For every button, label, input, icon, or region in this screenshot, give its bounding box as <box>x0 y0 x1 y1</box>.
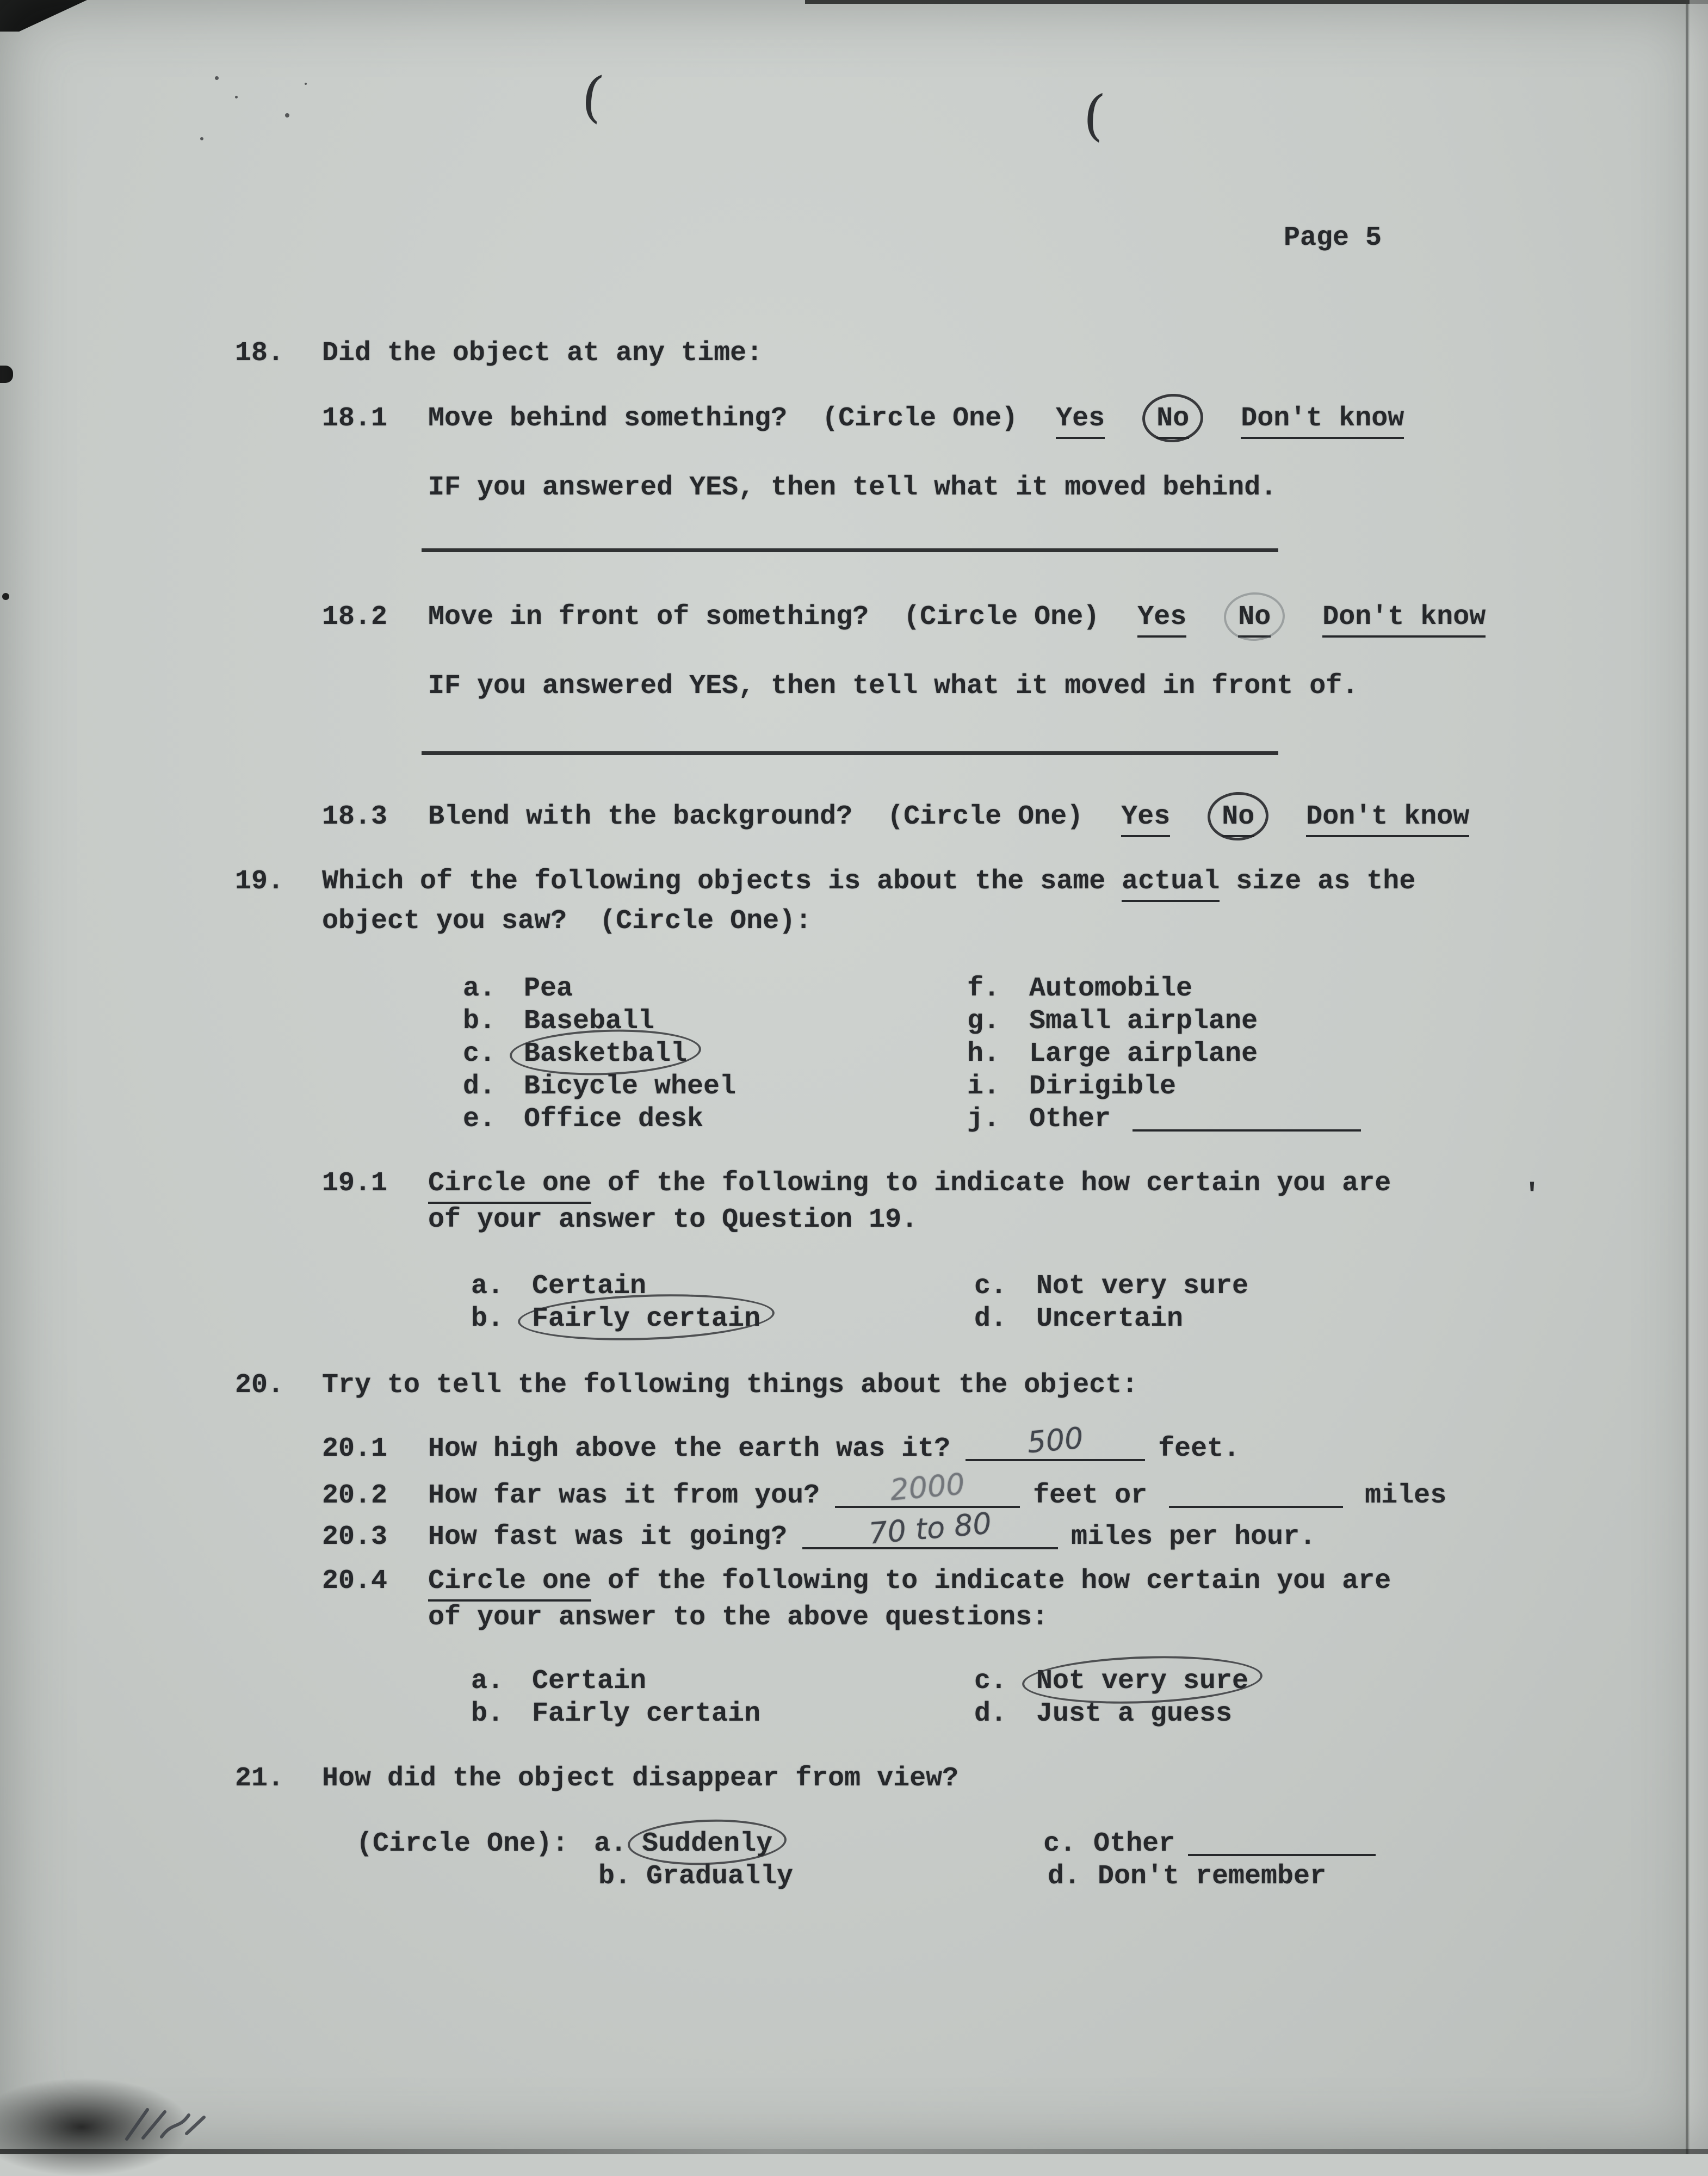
size-option-row <box>463 1005 1708 1038</box>
dust-speck <box>200 137 203 140</box>
circle-one-instruction: (Circle One) <box>903 602 1100 633</box>
followup-instruction <box>428 670 1708 703</box>
sub-question-text: How high above the earth was it? <box>428 1433 951 1464</box>
circle-one-instruction: (Circle One) <box>822 403 1018 434</box>
option-letter: b. <box>471 1303 504 1334</box>
dust-speck <box>235 96 238 98</box>
stray-apostrophe-mark: ' <box>1523 1178 1542 1213</box>
certainty-option-row <box>471 1698 1708 1730</box>
option-label-circled-fairly-certain: Fairly certain <box>532 1303 761 1334</box>
question-text-after: size as the <box>1236 866 1416 897</box>
option-letter: d. <box>463 1071 496 1102</box>
circle-one-instruction: (Circle One) <box>887 801 1084 832</box>
option-letter: d. <box>1048 1861 1081 1892</box>
option-label: Certain <box>532 1666 647 1697</box>
sub-question-number: 18.3 <box>322 801 388 832</box>
question-18-1 <box>322 403 1708 439</box>
question-18-2 <box>322 601 1708 638</box>
option-label: Automobile <box>1029 973 1193 1004</box>
option-label: Large airplane <box>1029 1038 1258 1070</box>
question-number: 20. <box>235 1370 284 1401</box>
sub-question-number: 20.4 <box>322 1566 388 1597</box>
handwriting-squiggle-bottom-left <box>122 2105 286 2153</box>
question-text: of your answer to the above questions: <box>428 1602 1049 1633</box>
option-wrap <box>524 1038 967 1071</box>
question-text: Try to tell the following things about the object: <box>322 1370 1138 1401</box>
option-dont-know: Don't know <box>1241 403 1404 439</box>
question-text: How did the object disappear from view? <box>322 1763 959 1794</box>
certainty-option-row <box>471 1665 1708 1698</box>
option-letter: a. <box>471 1271 504 1302</box>
sub-question-number: 18.1 <box>322 403 388 434</box>
question-number: 19. <box>235 866 284 897</box>
option-label: Small airplane <box>1029 1006 1258 1037</box>
question-21 <box>235 1763 1708 1795</box>
option-wrap <box>524 1071 967 1103</box>
option-label-circled-suddenly: Suddenly <box>642 1828 773 1859</box>
followup-instruction <box>428 472 1708 504</box>
option-letter: e. <box>463 1104 496 1135</box>
dust-speck <box>215 76 219 80</box>
underlined-word-actual: actual <box>1122 866 1220 902</box>
option-wrap <box>524 1103 967 1136</box>
unit-suffix: miles <box>1365 1480 1447 1511</box>
sub-question-text: Blend with the background? <box>428 801 853 832</box>
question-19-1 <box>322 1167 1708 1204</box>
question-20-3 <box>322 1506 1708 1554</box>
size-options-list <box>463 973 1708 1136</box>
option-letter: b. <box>598 1861 632 1892</box>
option-letter: d. <box>974 1698 1007 1729</box>
option-label: Dirigible <box>1029 1071 1177 1102</box>
option-wrap <box>646 1860 1048 1893</box>
option-dont-know: Don't know <box>1322 601 1486 638</box>
option-yes: Yes <box>1056 403 1105 439</box>
question-text: object you saw? (Circle One): <box>322 906 812 937</box>
size-option-row <box>463 1103 1708 1136</box>
sub-question-text: How fast was it going? <box>428 1522 788 1553</box>
unit-suffix: miles per hour. <box>1071 1522 1316 1553</box>
pen-mark-paren-left: ( <box>579 64 607 129</box>
option-label: Baseball <box>524 1006 655 1037</box>
handwritten-answer-distance: 2000 <box>888 1467 967 1507</box>
scan-edge-line-top <box>805 0 1708 4</box>
option-label: Gradually <box>646 1861 794 1892</box>
option-label: Fairly certain <box>532 1698 761 1729</box>
scan-edge-line-right <box>1686 0 1688 2154</box>
option-letter: c. <box>974 1666 1007 1697</box>
question-20-2 <box>322 1467 1708 1512</box>
option-wrap <box>532 1665 974 1698</box>
handwritten-answer-speed: 70 to 80 <box>867 1506 993 1551</box>
dust-speck <box>305 83 307 85</box>
question-19-line2 <box>322 905 1708 938</box>
handwritten-answer-height: 500 <box>1026 1420 1085 1460</box>
unit-suffix: feet. <box>1158 1433 1240 1464</box>
option-wrap <box>532 1303 974 1336</box>
option-wrap <box>532 1270 974 1303</box>
option-label: Not very sure <box>1036 1271 1249 1302</box>
option-letter: b. <box>471 1698 504 1729</box>
other-answer-blank <box>1133 1103 1361 1132</box>
question-21-options-row1 <box>356 1828 1708 1860</box>
question-text: of the following to indicate how certain you are <box>608 1566 1391 1597</box>
option-letter: a. <box>594 1828 627 1859</box>
option-wrap <box>524 1005 967 1038</box>
question-text: of the following to indicate how certain you are <box>608 1168 1391 1199</box>
certainty-options-20-4 <box>471 1665 1708 1730</box>
option-label: Certain <box>532 1271 647 1302</box>
circle-one-underlined: Circle one <box>428 1167 591 1204</box>
option-wrap <box>524 973 967 1005</box>
option-label-circled-basketball: Basketball <box>524 1038 688 1070</box>
size-option-row <box>463 973 1708 1005</box>
question-18-3 <box>322 801 1708 837</box>
question-19 <box>235 866 1708 902</box>
circle-one-underlined: Circle one <box>428 1565 591 1602</box>
option-no-circled: No <box>1156 403 1189 439</box>
dust-speck <box>285 113 289 118</box>
option-letter: c. <box>1043 1828 1076 1859</box>
sub-question-number: 18.2 <box>322 602 388 633</box>
size-option-row <box>463 1071 1708 1103</box>
option-letter: j. <box>967 1104 1000 1135</box>
question-20-4-line2 <box>428 1602 1708 1634</box>
question-number: 18. <box>235 338 284 369</box>
option-label: Other <box>1093 1828 1175 1859</box>
option-yes: Yes <box>1121 801 1170 837</box>
answer-blank-line <box>422 547 1278 552</box>
option-label: Just a guess <box>1036 1698 1233 1729</box>
pen-mark-paren-right: ( <box>1081 82 1107 148</box>
answer-blank <box>835 1467 1020 1508</box>
sub-question-number: 20.3 <box>322 1522 388 1553</box>
question-21-options-row2 <box>598 1860 1708 1893</box>
answer-blank-miles <box>1169 1480 1343 1508</box>
option-label: Uncertain <box>1036 1303 1184 1334</box>
option-label-circled-not-very-sure: Not very sure <box>1036 1666 1249 1697</box>
option-dont-know: Don't know <box>1306 801 1469 837</box>
question-20 <box>235 1369 1708 1402</box>
option-letter: g. <box>967 1006 1000 1037</box>
certainty-option-row <box>471 1303 1708 1336</box>
scan-mark-left-edge-1 <box>0 366 13 383</box>
sub-question-text: How far was it from you? <box>428 1480 820 1511</box>
option-label: Bicycle wheel <box>524 1071 737 1102</box>
option-letter: f. <box>967 973 1000 1004</box>
option-label: Other <box>1029 1104 1111 1135</box>
option-wrap <box>532 1698 974 1730</box>
certainty-options-19-1 <box>471 1270 1708 1336</box>
option-no-circled: No <box>1222 801 1254 837</box>
certainty-option-row <box>471 1270 1708 1303</box>
sub-question-text: Move behind something? <box>428 403 788 434</box>
answer-blank-line <box>422 750 1278 755</box>
option-no-circled: No <box>1238 601 1271 638</box>
question-text: Did the object at any time: <box>322 338 763 369</box>
answer-blank <box>966 1420 1145 1461</box>
answer-blank <box>802 1506 1058 1551</box>
followup-text: IF you answered YES, then tell what it moved behind. <box>428 472 1277 503</box>
followup-text: IF you answered YES, then tell what it moved in front of. <box>428 671 1359 702</box>
option-letter: c. <box>974 1271 1007 1302</box>
question-20-4 <box>322 1565 1708 1602</box>
option-label: Pea <box>524 973 573 1004</box>
other-answer-blank <box>1188 1828 1376 1856</box>
option-label: Office desk <box>524 1104 704 1135</box>
circle-one-instruction: (Circle One): <box>356 1828 569 1859</box>
sub-question-text: Move in front of something? <box>428 602 869 633</box>
unit-mid: feet or <box>1033 1480 1148 1511</box>
option-letter: i. <box>967 1071 1000 1102</box>
question-number: 21. <box>235 1763 284 1794</box>
option-letter: c. <box>463 1038 496 1070</box>
sub-question-number: 20.2 <box>322 1480 388 1511</box>
option-wrap <box>642 1828 1043 1860</box>
option-letter: a. <box>463 973 496 1004</box>
question-19-1-line2 <box>428 1204 1708 1237</box>
question-text: of your answer to Question 19. <box>428 1204 918 1235</box>
scan-edge-strip-right <box>1690 0 1708 2154</box>
question-18 <box>235 337 1708 370</box>
page-number-label: Page 5 <box>1284 222 1382 254</box>
option-letter: d. <box>974 1303 1007 1334</box>
option-letter: b. <box>463 1006 496 1037</box>
sub-question-number: 20.1 <box>322 1433 388 1464</box>
sub-question-number: 19.1 <box>322 1168 388 1199</box>
size-option-row <box>463 1038 1708 1071</box>
option-label: Don't remember <box>1098 1861 1327 1892</box>
option-letter: h. <box>967 1038 1000 1070</box>
question-text-before: Which of the following objects is about the same <box>322 866 1106 897</box>
option-letter: a. <box>471 1666 504 1697</box>
question-20-1 <box>322 1420 1708 1466</box>
scan-mark-left-edge-2 <box>2 593 9 600</box>
option-yes: Yes <box>1137 601 1186 638</box>
